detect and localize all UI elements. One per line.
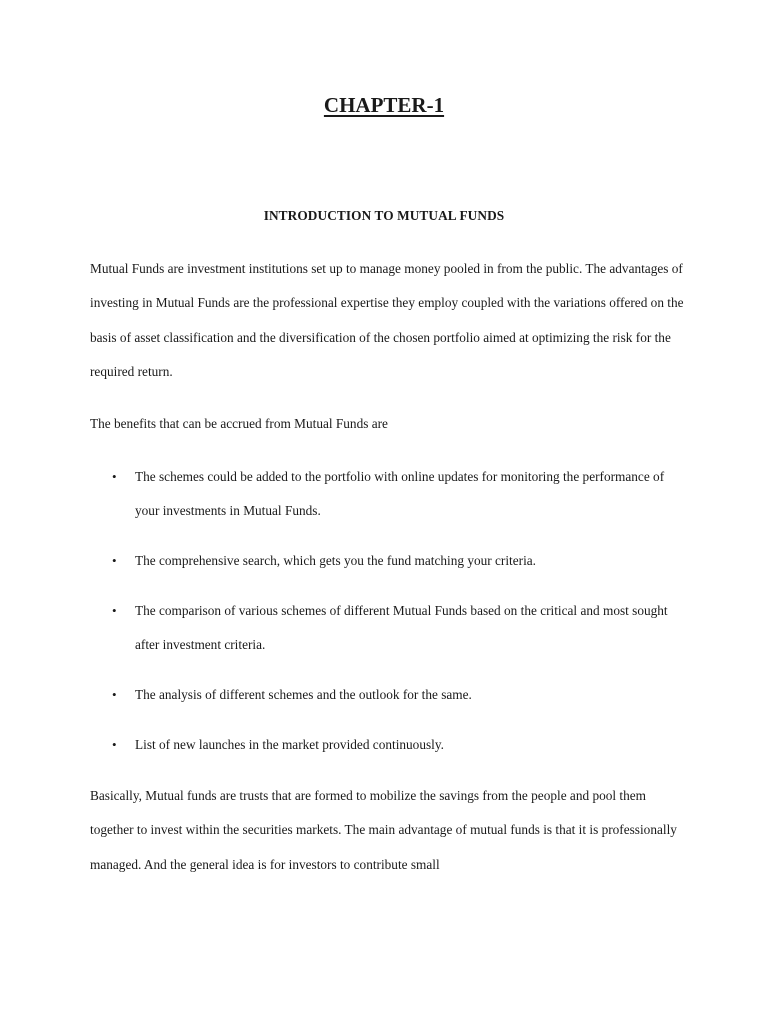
benefits-intro-paragraph: The benefits that can be accrued from Mutual Funds are bbox=[90, 416, 388, 431]
list-item-text: The comprehensive search, which gets you the fund matching your criteria. bbox=[135, 553, 536, 569]
list-item bbox=[90, 460, 690, 529]
bullet-icon: • bbox=[112, 469, 117, 484]
chapter-title: CHAPTER-1 bbox=[323, 93, 445, 117]
body-paragraph: Basically, Mutual funds are trusts that are formed to mobilize the savings from the people and pool them together to invest within the securities markets. The main advantage of mutual funds is that it is professionally managed. And the general idea is for investors to contribute small bbox=[90, 788, 677, 872]
bullet-icon: • bbox=[112, 603, 117, 618]
bullet-icon: • bbox=[112, 737, 117, 752]
section-heading: INTRODUCTION TO MUTUAL FUNDS bbox=[263, 208, 505, 223]
list-item-text: List of new launches in the market provided continuously. bbox=[135, 737, 444, 752]
bullet-icon: • bbox=[112, 687, 117, 703]
list-item bbox=[90, 728, 690, 762]
list-item bbox=[90, 678, 690, 712]
list-item-text: The comparison of various schemes of different Mutual Funds based on the critical and most sought after investment criteria. bbox=[135, 603, 668, 653]
bullet-icon: • bbox=[112, 553, 117, 569]
list-item bbox=[90, 544, 690, 578]
intro-paragraph: Mutual Funds are investment institutions set up to manage money pooled in from the public. The advantages of investing in Mutual Funds are the professional expertise they employ coupled with the variations offered on the basis of asset classification and the diversification of the chosen portfolio aimed at optimizing the risk for the required return. bbox=[90, 261, 684, 380]
list-item bbox=[90, 594, 690, 663]
list-item-text: The analysis of different schemes and the outlook for the same. bbox=[135, 687, 472, 703]
list-item-text: The schemes could be added to the portfolio with online updates for monitoring the performance of your investments in Mutual Funds. bbox=[135, 469, 665, 519]
benefits-list bbox=[90, 460, 690, 778]
